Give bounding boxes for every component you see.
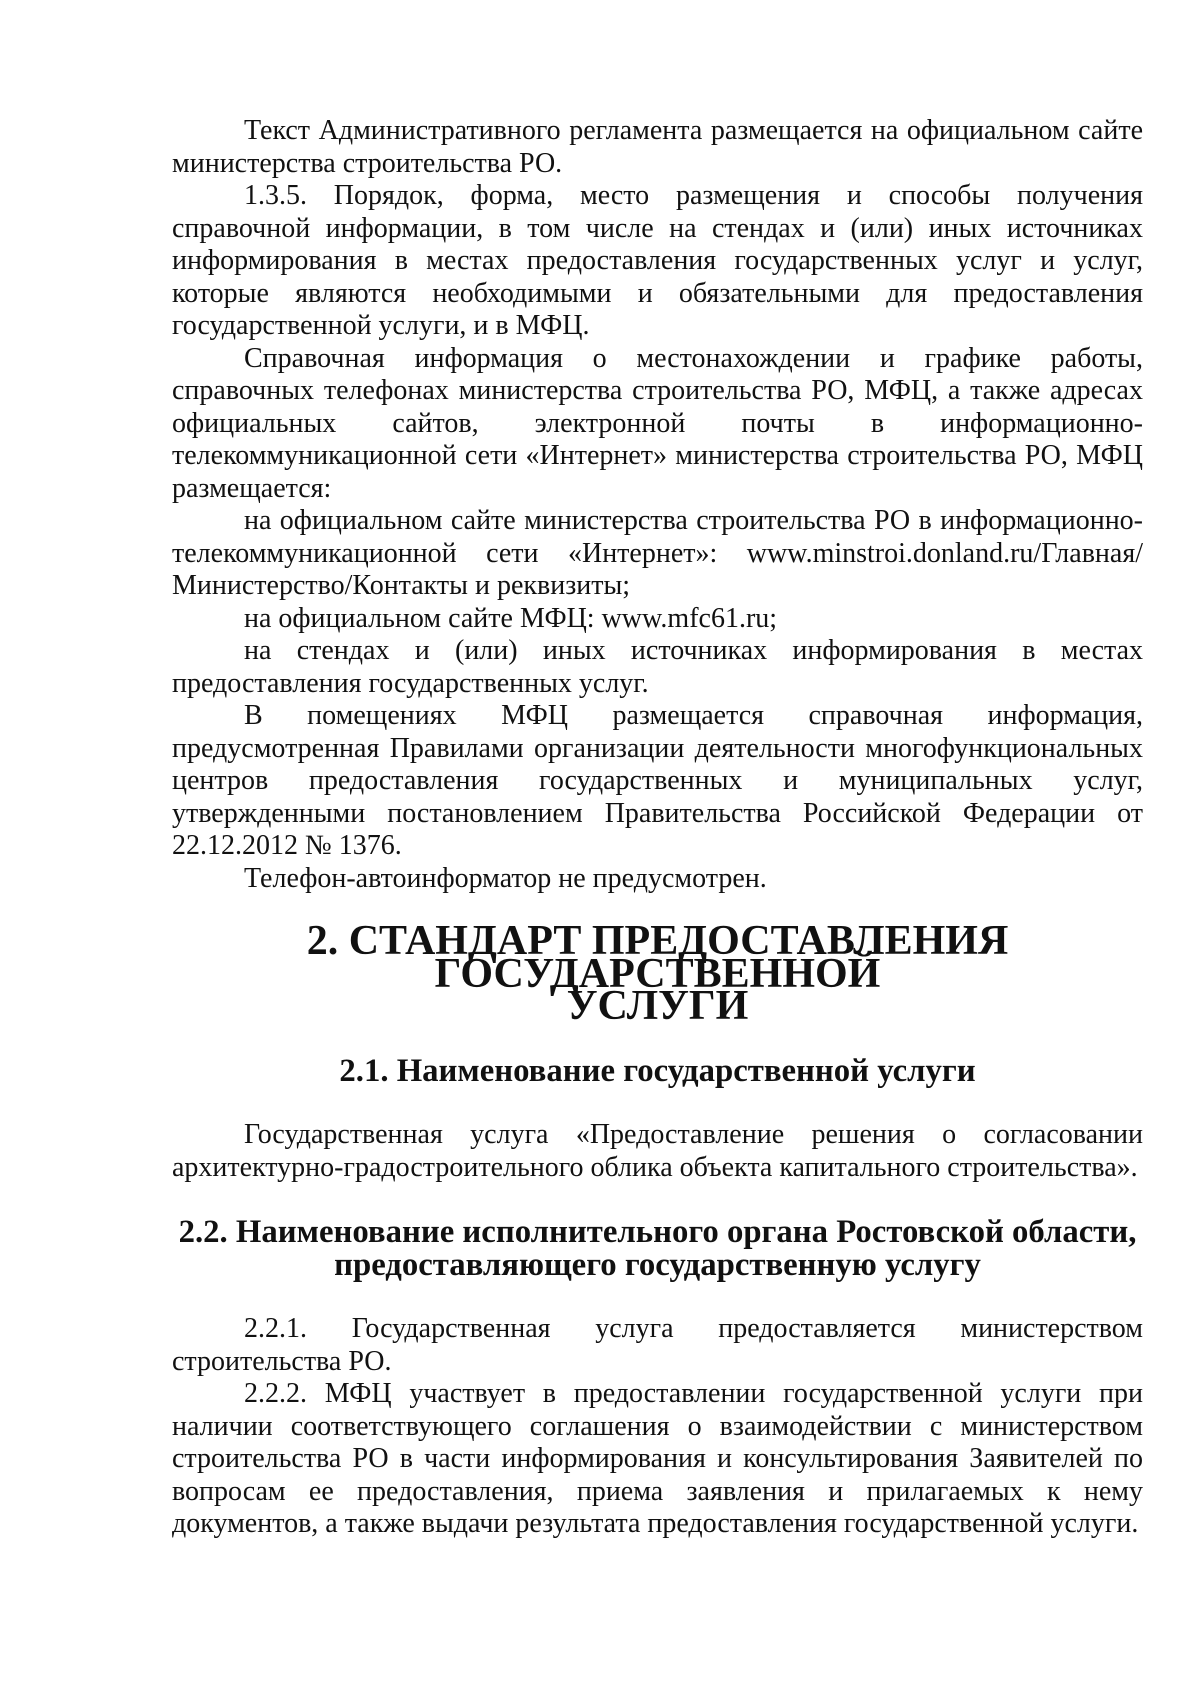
subsection-2-2-title-line1: 2.2. Наименование исполнительного органа Ростовской области,	[178, 1214, 1137, 1250]
paragraph-2-2-2: 2.2.2. МФЦ участвует в предоставлении государственной услуги при наличии соответствующего соглашения о взаимодействии с министерством строительства РО в части информирования и консультирования Заявителей по вопросам ее предоставления, приема заявления и прилагаемых к нему документов, а также выдачи результата предоставления государственной услуги.	[172, 1378, 1143, 1539]
section-2-title-line2: УСЛУГИ	[566, 983, 749, 1029]
paragraph-phone-autoinformer: Телефон-автоинформатор не предусмотрен.	[244, 862, 767, 894]
paragraph-reference-info: Справочная информация о местонахождении и графике работы, справочных телефонах министерства строительства РО, МФЦ, а также адресах официальных сайтов, электронной почты в информационно-телекоммуникационной сети «Интернет» министерства строительства РО, МФЦ размещается:	[172, 342, 1143, 504]
subsection-2-2-title	[172, 1216, 1143, 1281]
paragraph-1-3-5: 1.3.5. Порядок, форма, место размещения и способы получения справочной информации, в том числе на стендах и (или) иных источниках информирования в местах предоставления государственных услуг и услуг, которые являются необходимыми и обязательными для предоставления государственной услуги, и в МФЦ.	[172, 180, 1143, 341]
subsection-2-1-title: 2.1. Наименование государственной услуги	[339, 1052, 976, 1089]
subsection-2-2-title-line2: предоставляющего государственную услугу	[334, 1246, 981, 1283]
paragraph-2-2-1: 2.2.1. Государственная услуга предоставляется министерством строительства РО.	[172, 1313, 1143, 1377]
paragraph-regulation-text: Текст Административного регламента размещается на официальном сайте министерства строительства РО.	[172, 115, 1143, 179]
paragraph-official-site-ministry: на официальном сайте министерства строительства РО в информационно-телекоммуникационной сети «Интернет»: www.minstroi.donland.ru/Главная/Министерство/Контакты и реквизиты;	[172, 505, 1143, 601]
paragraph-stands: на стендах и (или) иных источниках информирования в местах предоставления государственных услуг.	[172, 635, 1143, 699]
paragraph-2-1-text: Государственная услуга «Предоставление решения о согласовании архитектурно-градостроительного облика объекта капитального строительства».	[172, 1119, 1143, 1183]
paragraph-official-site-mfc: на официальном сайте МФЦ: www.mfc61.ru;	[244, 602, 778, 634]
paragraph-mfc-premises: В помещениях МФЦ размещается справочная информация, предусмотренная Правилами организации деятельности многофункциональных центров предоставления государственных и муниципальных услуг, утвержденными постановлением Правительства Российской Федерации от 22.12.2012 № 1376.	[172, 700, 1143, 861]
section-2-title	[172, 918, 1143, 1029]
section-2-title-line1: 2. СТАНДАРТ ПРЕДОСТАВЛЕНИЯ ГОСУДАРСТВЕННОЙ	[306, 918, 1009, 997]
